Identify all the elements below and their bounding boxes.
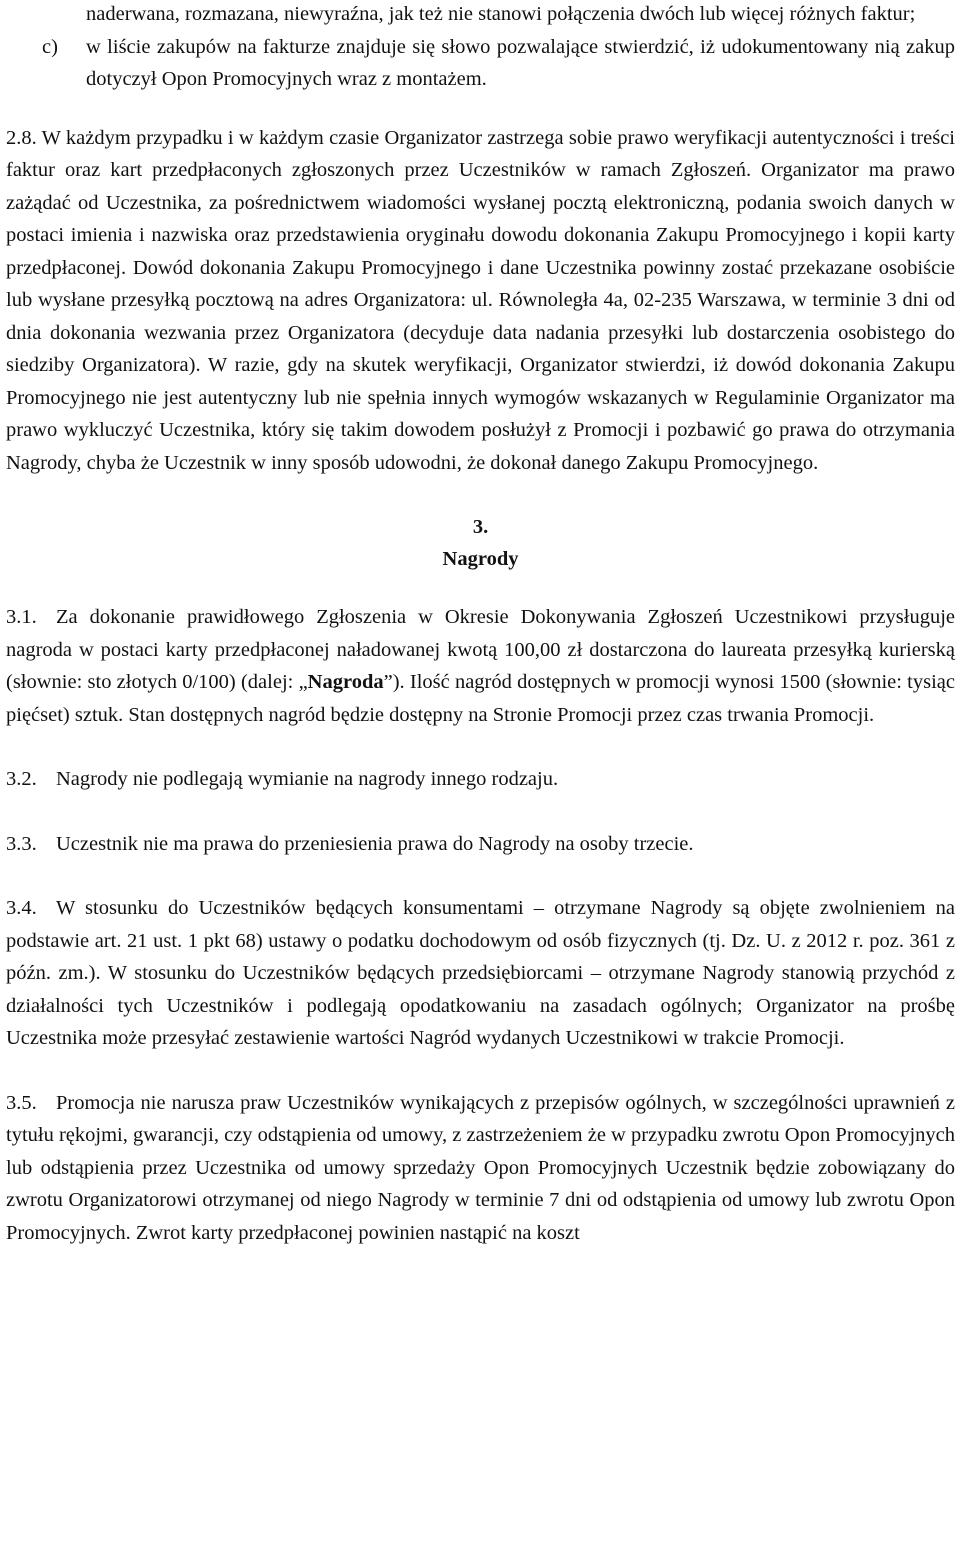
document-page [6, 0, 955, 1249]
list-item-b-continuation [6, 0, 955, 31]
section-number: 3. [472, 516, 489, 538]
list-item-c-label: c) [42, 35, 58, 58]
paragraph-3-5-text: Promocja nie narusza praw Uczestników wynikających z przepisów ogólnych, w szczególności uprawnień z tytułu rękojmi, gwarancji, czy odstąpienia od umowy, z zastrzeżeniem że w przypadku zwrotu Opon Promocyjnych lub odstąpienia przez Uczestnika od umowy sprzedaży Opon Promocyjnych Uczestnik będzie zobowiązany do zwrotu Organizatorowi otrzymanej od niego Nagrody w terminie 7 dni od odstąpienia od umowy lub zwrotu Opon Promocyjnych. Zwrot karty przedpłaconej powinien nastąpić na koszt [6, 1091, 955, 1244]
paragraph-3-1-number: 3.1. [6, 606, 37, 628]
paragraph-3-1 [6, 601, 955, 731]
paragraph-3-5-number: 3.5. [6, 1091, 37, 1114]
paragraph-2-8 [6, 122, 955, 480]
paragraph-3-4-text: W stosunku do Uczestników będących konsumentami – otrzymane Nagrody są objęte zwolnieniem na podstawie art. 21 ust. 1 pkt 68) ustawy o podatku dochodowym od osób fizycznych (tj. Dz. U. z 2012 r. poz. 361 z późn. zm.). W stosunku do Uczestników będących przedsiębiorcami – otrzymane Nagrody stanowią przychód z działalności tych Uczestników i podlegają opodatkowaniu na zasadach ogólnych; Organizator na prośbę Uczestnika może przesyłać zestawienie wartości Nagród wydanych Uczestnikowi w trakcie Promocji. [6, 897, 955, 1049]
paragraph-3-5 [6, 1087, 955, 1250]
paragraph-3-4 [6, 892, 955, 1055]
paragraph-3-1-text-b: ”). Ilość nagród dostępnych w promocji wynosi 1500 (słownie: tysiąc pięćset) sztuk. Stan dostępnych nagród będzie dostępny na Stronie Promocji przez czas trwania Promocji. [6, 671, 955, 726]
paragraph-3-3-number: 3.3. [6, 832, 37, 855]
list-item-c-text: w liście zakupów na fakturze znajduje się słowo pozwalające stwierdzić, iż udokumentowany nią zakup dotyczył Opon Promocyjnych wraz z montażem. [86, 35, 955, 90]
paragraph-3-4-number: 3.4. [6, 897, 37, 919]
paragraph-3-2 [6, 763, 955, 796]
list-item-c [6, 31, 955, 96]
paragraph-2-8-number: 2.8. [6, 126, 37, 149]
paragraph-3-3 [6, 828, 955, 861]
paragraph-2-8-text: W każdym przypadku i w każdym czasie Organizator zastrzega sobie prawo weryfikacji autentyczności i treści faktur oraz kart przedpłaconych zgłoszonych przez Uczestników w ramach Zgłoszeń. Organizator ma prawo zażądać od Uczestnika, za pośrednictwem wiadomości wysłanej pocztą elektroniczną, podania swoich danych w postaci imienia i nazwiska oraz przedstawienia oryginału dowodu dokonania Zakupu Promocyjnego i kopii karty przedpłaconej. Dowód dokonania Zakupu Promocyjnego i dane Uczestnika powinny zostać przekazane osobiście lub wysłane przesyłką pocztową na adres Organizatora: ul. Równoległa 4a, 02-235 Warszawa, w terminie 3 dni od dnia dokonania wezwania przez Organizatora (decyduje data nadania przesyłki lub dostarczenia osobistego do siedziby Organizatora). W razie, gdy na skutek weryfikacji, Organizator stwierdzi, iż dowód dokonania Zakupu Promocyjnego nie jest autentyczny lub nie spełnia innych wymogów wskazanych w Regulaminie Organizator ma prawo wykluczyć Uczestnika, który się takim dowodem posłużył z Promocji i pozbawić go prawa do otrzymania Nagrody, chyba że Uczestnik w inny sposób udowodni, że dokonał danego Zakupu Promocyjnego. [6, 126, 955, 474]
paragraph-3-1-text-a: Za dokonanie prawidłowego Zgłoszenia w Okresie Dokonywania Zgłoszeń Uczestnikowi przysługuje nagroda w postaci karty przedpłaconej naładowanej kwotą 100,00 zł dostarczona do laureata przesyłką kurierską (słownie: sto złotych 0/100) (dalej: „ [6, 606, 955, 693]
paragraph-3-1-bold-term: Nagroda [307, 671, 384, 693]
paragraph-3-2-number: 3.2. [6, 768, 37, 790]
list-item-b-text: naderwana, rozmazana, niewyraźna, jak też nie stanowi połączenia dwóch lub więcej różnych faktur; [86, 3, 916, 25]
paragraph-3-2-text: Nagrody nie podlegają wymianie na nagrody innego rodzaju. [56, 768, 559, 790]
paragraph-3-3-text: Uczestnik nie ma prawa do przeniesienia prawa do Nagrody na osoby trzecie. [56, 832, 694, 855]
section-title: Nagrody [442, 548, 519, 570]
